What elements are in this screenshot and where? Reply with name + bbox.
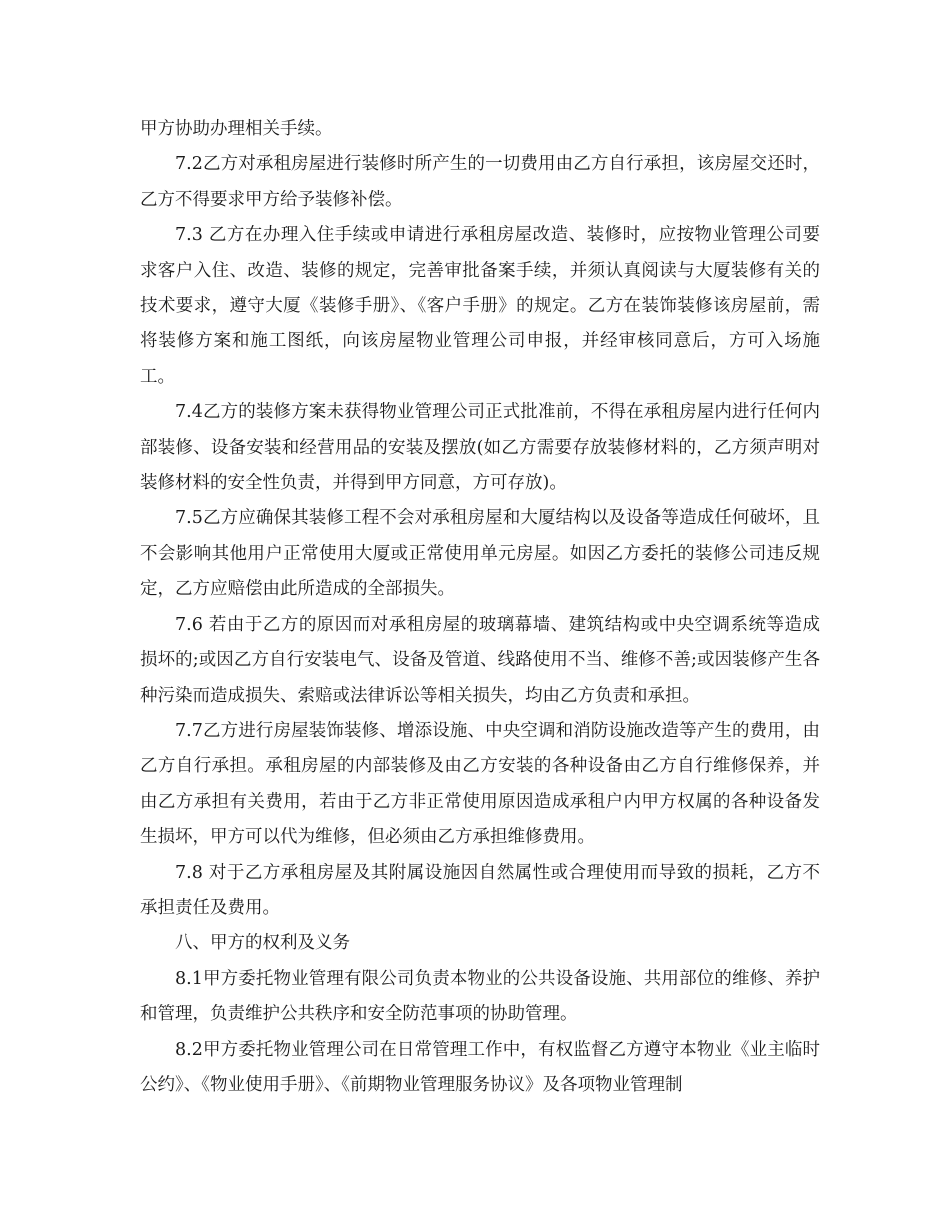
paragraph-7-2: 7.2乙方对承租房屋进行装修时所产生的一切费用由乙方自行承担，该房屋交还时，乙方不得要求甲方给予装修补偿。 — [140, 154, 820, 210]
paragraph-7-4: 7.4乙方的装修方案未获得物业管理公司正式批准前，不得在承租房屋内进行任何内部装修、设备安装和经营用品的安装及摆放(如乙方需要存放装修材料的，乙方须声明对装修材料的安全性负责，并得到甲方同意，方可存放)。 — [140, 402, 820, 494]
paragraph-7-7: 7.7乙方进行房屋装饰装修、增添设施、中央空调和消防设施改造等产生的费用，由乙方自行承担。承租房屋的内部装修及由乙方安装的各种设备由乙方自行维修保养，并由乙方承担有关费用，若由于乙方非正常使用原因造成承租户内甲方权属的各种设备发生损坏，甲方可以代为维修，但必须由乙方承担维修费用。 — [140, 720, 820, 848]
paragraph-7-5: 7.5乙方应确保其装修工程不会对承租房屋和大厦结构以及设备等造成任何破坏，且不会影响其他用户正常使用大厦或正常使用单元房屋。如因乙方委托的装修公司违反规定，乙方应赔偿由此所造成的全部损失。 — [140, 508, 820, 600]
paragraph-8-1: 8.1甲方委托物业管理有限公司负责本物业的公共设备设施、共用部位的维修、养护和管理，负责维护公共秩序和安全防范事项的协助管理。 — [140, 968, 820, 1025]
section-heading-8: 八、甲方的权利及义务 — [175, 933, 350, 954]
paragraph-continuation: 甲方协助办理相关手续。 — [140, 119, 333, 139]
document-body — [140, 112, 820, 1103]
paragraph-7-3: 7.3 乙方在办理入住手续或申请进行承租房屋改造、装修时，应按物业管理公司要求客户入住、改造、装修的规定，完善审批备案手续，并须认真阅读与大厦装修有关的技术要求，遵守大厦《装修手册》、《客户手册》的规定。乙方在装饰装修该房屋前，需将装修方案和施工图纸，向该房屋物业管理公司申报，并经审核同意后，方可入场施工。 — [140, 225, 820, 387]
paragraph-7-8: 7.8 对于乙方承租房屋及其附属设施因自然属性或合理使用而导致的损耗，乙方不承担责任及费用。 — [140, 862, 820, 918]
paragraph-7-6: 7.6 若由于乙方的原因而对承租房屋的玻璃幕墙、建筑结构或中央空调系统等造成损坏的;或因乙方自行安装电气、设备及管道、线路使用不当、维修不善;或因装修产生各种污染而造成损失、索赔或法律诉讼等相关损失，均由乙方负责和承担。 — [140, 614, 820, 706]
paragraph-8-2: 8.2甲方委托物业管理公司在日常管理工作中，有权监督乙方遵守本物业《业主临时公约》、《物业使用手册》、《前期物业管理服务协议》及各项物业管理制 — [140, 1039, 820, 1095]
